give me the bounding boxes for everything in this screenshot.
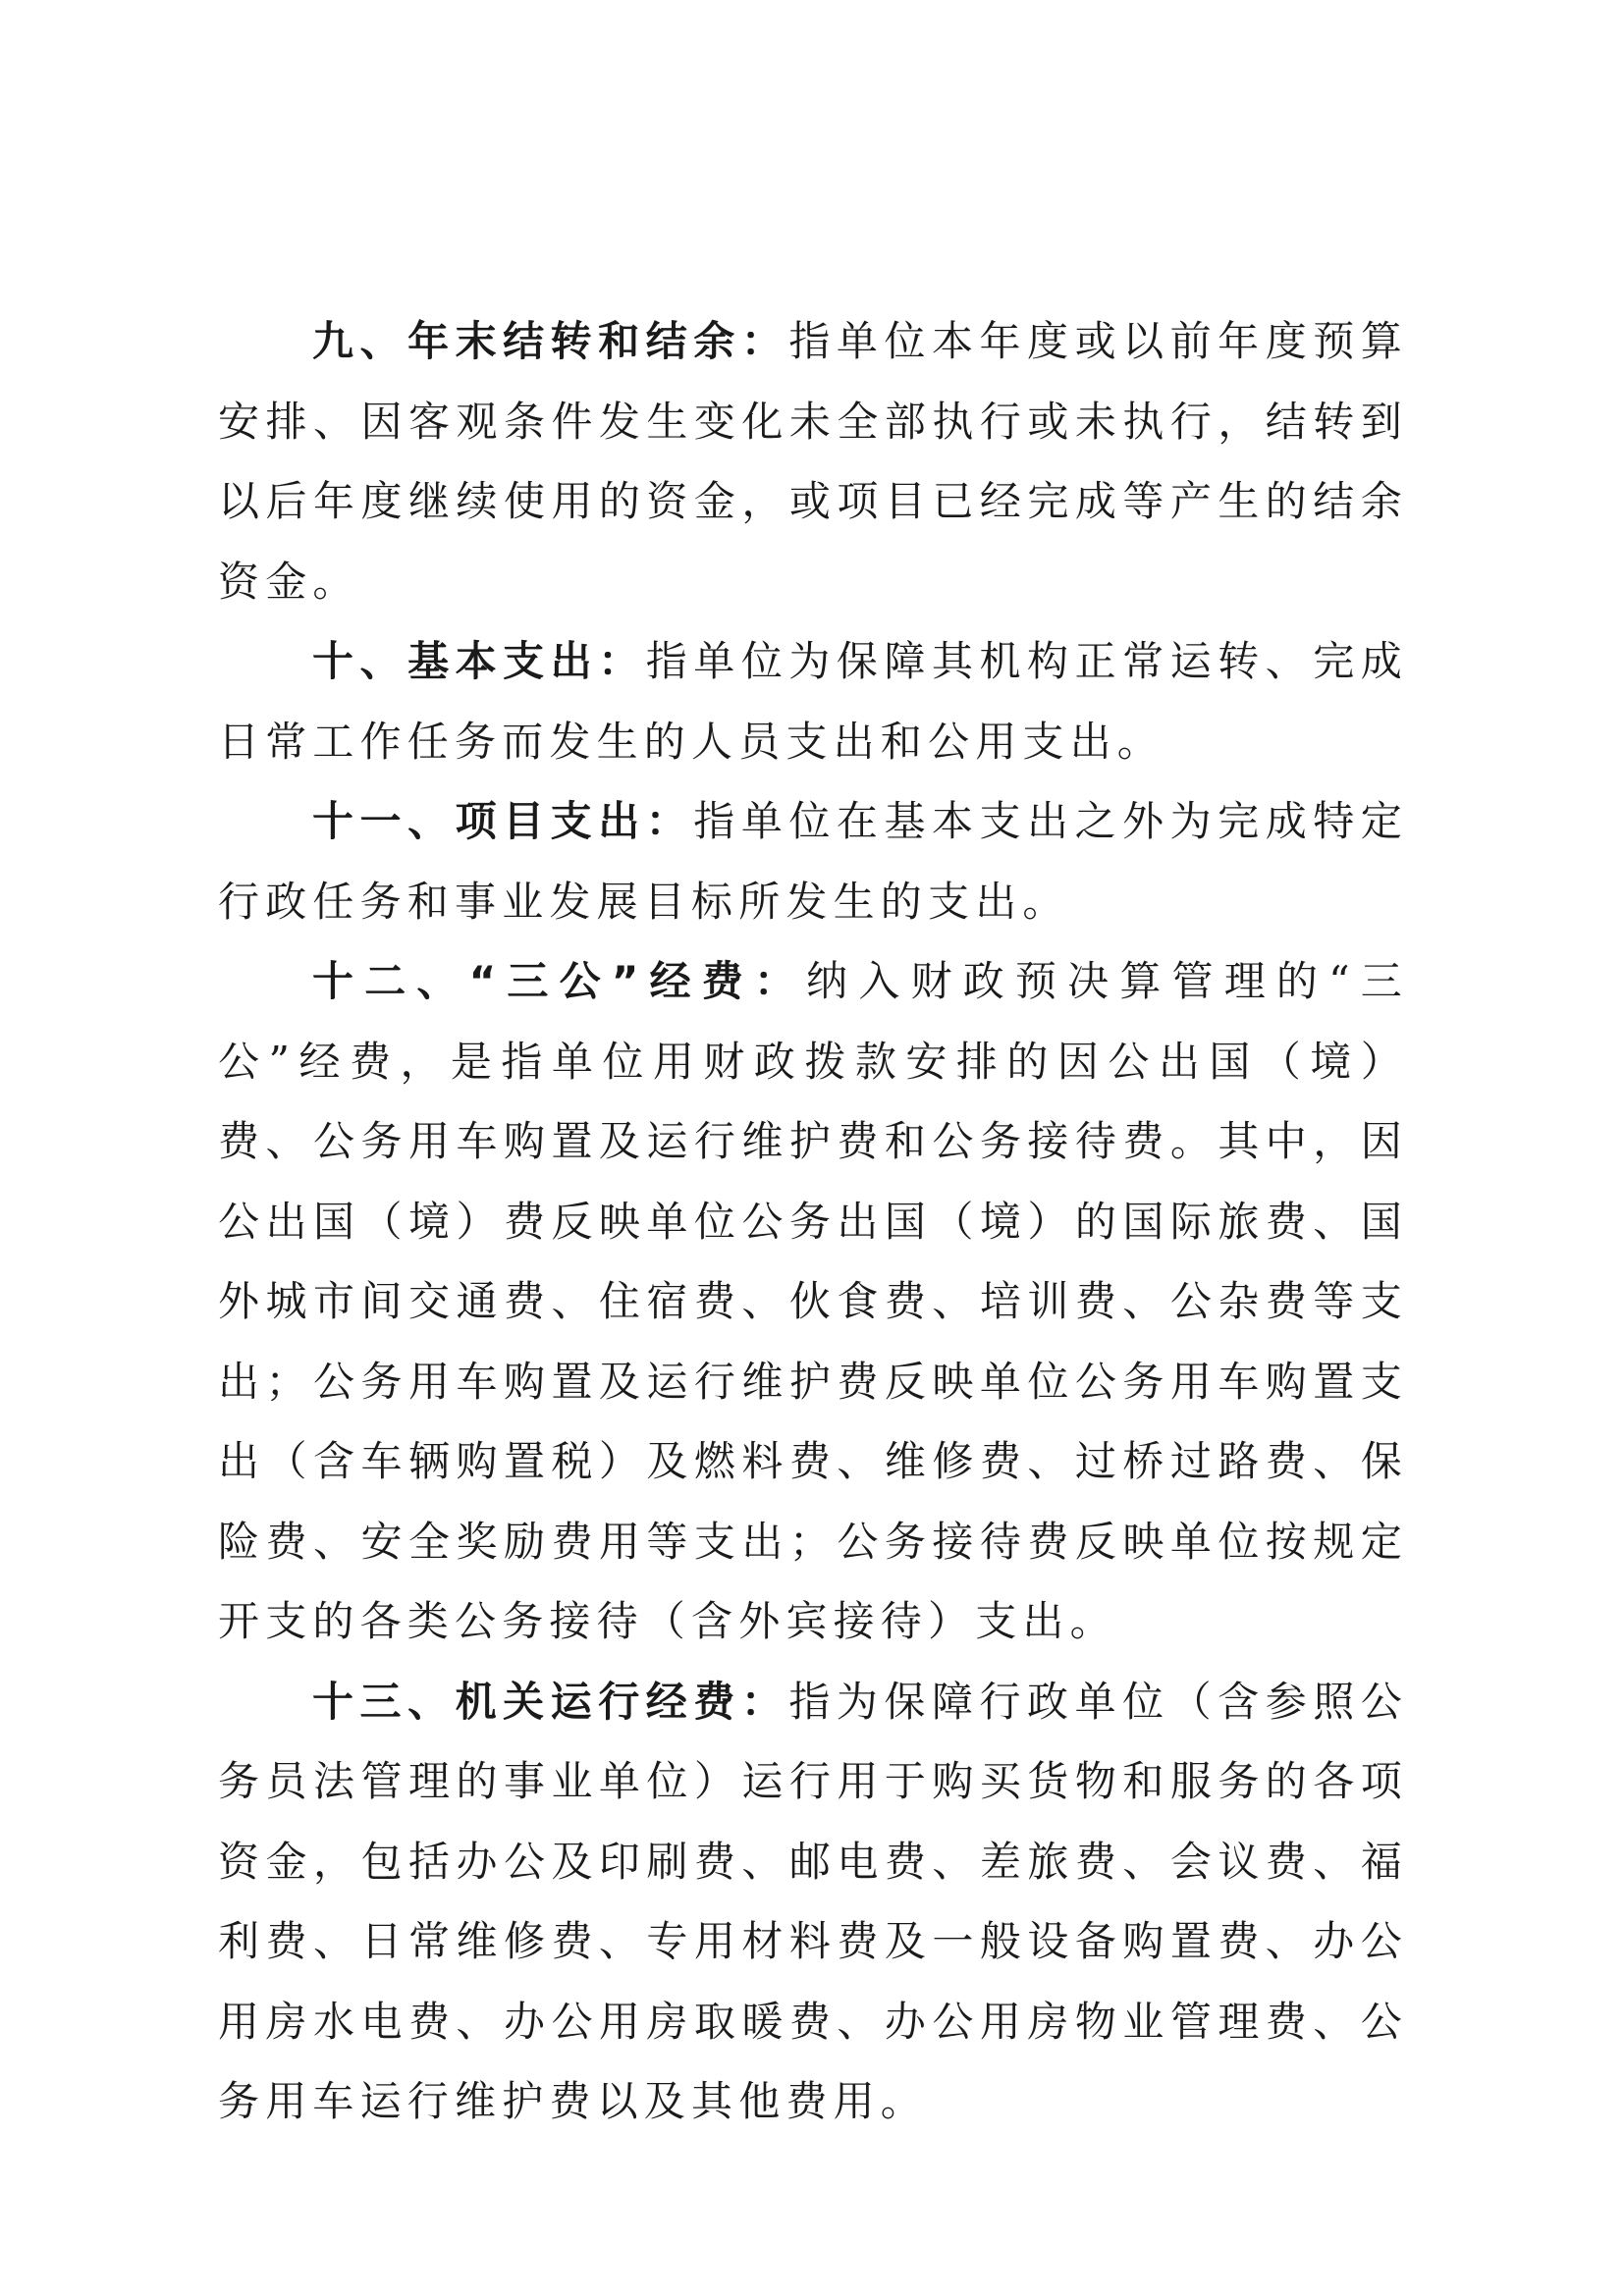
- definition-term: 十二、“三公”经费：: [312, 957, 807, 1005]
- definition-paragraph-agency-operating-expenses: [218, 1662, 1408, 2142]
- definition-term: 九、年末结转和结余：: [312, 317, 789, 365]
- definition-term: 十三、机关运行经费：: [312, 1677, 789, 1726]
- definition-paragraph-basic-expenditure: [218, 621, 1408, 781]
- definition-term: 十一、项目支出：: [312, 797, 694, 845]
- definition-paragraph-year-end-carryover: [218, 301, 1408, 621]
- definition-text: 指单位本年度或以前年度预算安排、因客观条件发生变化未全部执行或未执行，结转到以后年度继续使用的资金，或项目已经完成等产生的结余资金。: [218, 317, 1408, 606]
- definition-text: 指为保障行政单位（含参照公务员法管理的事业单位）运行用于购买货物和服务的各项资金，包括办公及印刷费、邮电费、差旅费、会议费、福利费、日常维修费、专用材料费及一般设备购置费、办公用房水电费、办公用房取暖费、办公用房物业管理费、公务用车运行维护费以及其他费用。: [218, 1677, 1408, 2125]
- definition-text: 指单位为保障其机构正常运转、完成日常工作任务而发生的人员支出和公用支出。: [218, 637, 1409, 766]
- definition-text: 纳入财政预决算管理的“三公”经费，是指单位用财政拨款安排的因公出国（境）费、公务用车购置及运行维护费和公务接待费。其中，因公出国（境）费反映单位公务出国（境）的国际旅费、国外城市间交通费、住宿费、伙食费、培训费、公杂费等支出；公务用车购置及运行维护费反映单位公务用车购置支出（含车辆购置税）及燃料费、维修费、过桥过路费、保险费、安全奖励费用等支出；公务接待费反映单位按规定开支的各类公务接待（含外宾接待）支出。: [218, 957, 1408, 1645]
- definition-term: 十、基本支出：: [312, 637, 646, 685]
- definition-paragraph-three-public-expenses: [218, 941, 1408, 1662]
- definition-text: 指单位在基本支出之外为完成特定行政任务和事业发展目标所发生的支出。: [218, 797, 1408, 926]
- document-body: [218, 301, 1408, 2142]
- definition-paragraph-project-expenditure: [218, 781, 1408, 941]
